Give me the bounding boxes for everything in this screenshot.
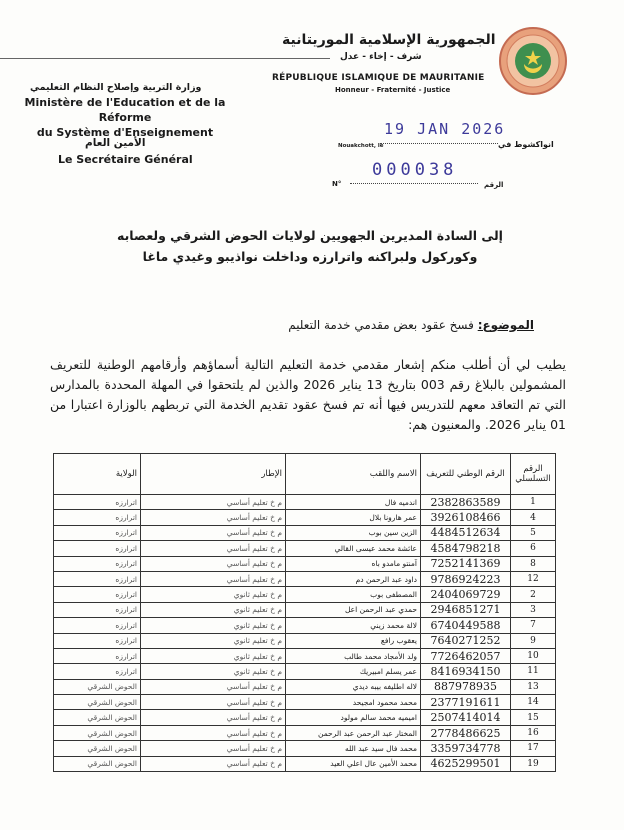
- cell-category: م خ تعليم أساسي: [141, 541, 286, 556]
- cell-category: م خ تعليم ثانوي: [141, 633, 286, 648]
- cell-national-id: 2946851271: [421, 602, 511, 617]
- number-label-french: N°: [332, 180, 342, 188]
- subject-text: فسخ عقود بعض مقدمي خدمة التعليم: [288, 318, 474, 332]
- cell-national-id: 4584798218: [421, 541, 511, 556]
- cell-full-name: محمد الأمين عال اعلي العيد: [286, 756, 421, 771]
- cell-wilaya: اترارزه: [54, 648, 141, 663]
- cell-wilaya: اترارزه: [54, 541, 141, 556]
- cell-serial-number: 5: [511, 525, 556, 540]
- cell-full-name: عائشة محمد عيسى القالي: [286, 541, 421, 556]
- date-label-arabic: انواكشوط في: [498, 140, 554, 149]
- cell-full-name: حمدي عبد الرحمن اعل: [286, 602, 421, 617]
- cell-wilaya: اترارزه: [54, 525, 141, 540]
- cell-category: م خ تعليم أساسي: [141, 710, 286, 725]
- table-row: [54, 510, 556, 525]
- table-row: [54, 525, 556, 540]
- table-row: [54, 602, 556, 617]
- table-row: [54, 648, 556, 663]
- table-row: [54, 664, 556, 679]
- cell-serial-number: 9: [511, 633, 556, 648]
- table-row: [54, 710, 556, 725]
- header-full-name: الاسم واللقب: [286, 454, 421, 495]
- cell-wilaya: اترارزه: [54, 633, 141, 648]
- cell-full-name: لالة محمد زيني: [286, 618, 421, 633]
- cell-category: م خ تعليم أساسي: [141, 756, 286, 771]
- header-category: الإطار: [141, 454, 286, 495]
- cell-wilaya: اترارزه: [54, 495, 141, 510]
- addressee-line-1: إلى السادة المديرين الجهويين لولايات الحوض الشرقي ولعصابه: [117, 228, 503, 243]
- cell-serial-number: 7: [511, 618, 556, 633]
- cell-wilaya: الحوض الشرقي: [54, 725, 141, 740]
- cell-wilaya: اترارزه: [54, 556, 141, 571]
- republic-french: RÉPUBLIQUE ISLAMIQUE DE MAURITANIE: [272, 73, 485, 83]
- number-label-arabic: الرقم: [484, 181, 504, 189]
- cell-full-name: محمد محمود امجيحد: [286, 695, 421, 710]
- number-dotted-line: [350, 183, 478, 184]
- cell-full-name: المختار عبد الرحمن عبد الرحمن: [286, 725, 421, 740]
- cell-wilaya: اترارزه: [54, 602, 141, 617]
- cell-serial-number: 17: [511, 741, 556, 756]
- cell-serial-number: 16: [511, 725, 556, 740]
- addressee-line-2: وكوركول ولبراكنه واترارزه وداخلت نواذيبو وغيدي ماغا: [142, 249, 478, 264]
- cell-serial-number: 15: [511, 710, 556, 725]
- table-row: [54, 695, 556, 710]
- cell-national-id: 2404069729: [421, 587, 511, 602]
- header-serial-number: الرقم التسلسلي: [511, 454, 556, 495]
- cell-full-name: عمر هارونا بلال: [286, 510, 421, 525]
- cell-wilaya: اترارزه: [54, 618, 141, 633]
- cell-wilaya: اترارزه: [54, 664, 141, 679]
- cell-national-id: 2382863589: [421, 495, 511, 510]
- cell-category: م خ تعليم ثانوي: [141, 648, 286, 663]
- cell-category: م خ تعليم أساسي: [141, 495, 286, 510]
- cell-serial-number: 10: [511, 648, 556, 663]
- page-corner-mark: [590, 0, 624, 34]
- cell-full-name: داود عبد الرحمن دم: [286, 571, 421, 586]
- cell-full-name: اميميه محمد سالم مولود: [286, 710, 421, 725]
- cell-serial-number: 8: [511, 556, 556, 571]
- cell-national-id: 887978935: [421, 679, 511, 694]
- cell-serial-number: 1: [511, 495, 556, 510]
- cell-national-id: 8416934150: [421, 664, 511, 679]
- table-row: [54, 618, 556, 633]
- cell-full-name: يعقوب رافع: [286, 633, 421, 648]
- cell-category: م خ تعليم أساسي: [141, 695, 286, 710]
- cell-national-id: 9786924223: [421, 571, 511, 586]
- cell-category: م خ تعليم ثانوي: [141, 602, 286, 617]
- cell-wilaya: اترارزه: [54, 571, 141, 586]
- cell-wilaya: الحوض الشرقي: [54, 741, 141, 756]
- cell-national-id: 3359734778: [421, 741, 511, 756]
- addressee-block: [110, 225, 510, 267]
- table-row: [54, 571, 556, 586]
- ministry-french-line-2: du Système d'Enseignement: [36, 126, 214, 139]
- cell-category: م خ تعليم أساسي: [141, 556, 286, 571]
- cell-serial-number: 4: [511, 510, 556, 525]
- cell-serial-number: 2: [511, 587, 556, 602]
- cell-national-id: 6740449588: [421, 618, 511, 633]
- header-national-id: الرقم الوطني للتعريف: [421, 454, 511, 495]
- table-body: [54, 495, 556, 772]
- date-dotted-line: [380, 143, 498, 144]
- table-row: [54, 725, 556, 740]
- reference-number-stamp: 000038: [372, 160, 458, 180]
- table-row: [54, 756, 556, 771]
- date-label-french: Nouakchott, le: [338, 143, 384, 149]
- table-row: [54, 741, 556, 756]
- table-header-row: [54, 454, 556, 495]
- cell-full-name: لاله اطليفه بيبه ديدي: [286, 679, 421, 694]
- body-paragraph: يطيب لي أن أطلب منكم إشعار مقدمي خدمة التعليم التالية أسماؤهم وأرقامهم الوطنية للتعريف المشمولين بالبلاغ رقم 003 بتاريخ 13 يناير 2026 والذين لم يلتحقوا في المهلة المحددة بالمدارس التي تم التعاقد معهم للتدريس فيها أنه تم فسخ عقود تقديم الخدمة التي تربطهم بالوزارة اعتبارا من 01 يناير 2026. والمعنيون هم:: [50, 357, 566, 432]
- cell-category: م خ تعليم أساسي: [141, 525, 286, 540]
- cell-national-id: 2778486625: [421, 725, 511, 740]
- secretary-general-arabic: الأمين العام: [85, 137, 146, 149]
- cell-serial-number: 12: [511, 571, 556, 586]
- cell-category: م خ تعليم ثانوي: [141, 664, 286, 679]
- table-row: [54, 556, 556, 571]
- cell-full-name: آمنتو مامدو باه: [286, 556, 421, 571]
- cell-national-id: 7252141369: [421, 556, 511, 571]
- cell-category: م خ تعليم أساسي: [141, 571, 286, 586]
- cell-full-name: المصطفى بوب: [286, 587, 421, 602]
- secretary-general-french: Le Secrétaire Général: [58, 153, 193, 166]
- cell-national-id: 3926108466: [421, 510, 511, 525]
- cell-national-id: 2507414014: [421, 710, 511, 725]
- cell-wilaya: اترارزه: [54, 587, 141, 602]
- cell-full-name: اندميه فال: [286, 495, 421, 510]
- contracts-table: [53, 453, 556, 772]
- table-row: [54, 587, 556, 602]
- cell-serial-number: 11: [511, 664, 556, 679]
- cell-serial-number: 6: [511, 541, 556, 556]
- date-stamp: 19 JAN 2026: [384, 120, 506, 138]
- cell-category: م خ تعليم أساسي: [141, 679, 286, 694]
- republic-arabic: الجمهورية الإسلامية الموريتانية: [282, 32, 496, 48]
- motto-french: Honneur - Fraternité - Justice: [335, 86, 451, 94]
- cell-wilaya: الحوض الشرقي: [54, 695, 141, 710]
- cell-national-id: 4625299501: [421, 756, 511, 771]
- ministry-french-line-1: Ministère de l'Education et de la Réforme: [24, 96, 226, 124]
- cell-wilaya: الحوض الشرقي: [54, 679, 141, 694]
- cell-category: م خ تعليم ثانوي: [141, 618, 286, 633]
- motto-arabic: شرف - إخاء - عدل: [340, 52, 422, 62]
- cell-national-id: 7640271252: [421, 633, 511, 648]
- cell-wilaya: اترارزه: [54, 510, 141, 525]
- cell-category: م خ تعليم ثانوي: [141, 587, 286, 602]
- subject-label: الموضوع:: [477, 318, 534, 332]
- header-wilaya: الولاية: [54, 454, 141, 495]
- cell-serial-number: 13: [511, 679, 556, 694]
- table-row: [54, 495, 556, 510]
- table-row: [54, 679, 556, 694]
- cell-category: م خ تعليم أساسي: [141, 725, 286, 740]
- cell-full-name: الزين سين بوب: [286, 525, 421, 540]
- cell-national-id: 7726462057: [421, 648, 511, 663]
- table-row: [54, 541, 556, 556]
- subject-line: [288, 318, 534, 332]
- cell-full-name: ولد الأمجاد محمد طالب: [286, 648, 421, 663]
- cell-wilaya: الحوض الشرقي: [54, 710, 141, 725]
- cell-category: م خ تعليم أساسي: [141, 741, 286, 756]
- cell-serial-number: 14: [511, 695, 556, 710]
- ministry-arabic: وزارة التربية وإصلاح النظام التعليمي: [30, 82, 202, 93]
- ministry-french: [0, 95, 250, 140]
- national-seal-icon: [498, 26, 568, 96]
- cell-national-id: 4484512634: [421, 525, 511, 540]
- cell-serial-number: 19: [511, 756, 556, 771]
- table-row: [54, 633, 556, 648]
- cell-full-name: محمد فال سيد عبد الله: [286, 741, 421, 756]
- cell-category: م خ تعليم أساسي: [141, 510, 286, 525]
- cell-full-name: عمر يسلم امبيريك: [286, 664, 421, 679]
- cell-serial-number: 3: [511, 602, 556, 617]
- header-rule: [0, 58, 330, 59]
- cell-wilaya: الحوض الشرقي: [54, 756, 141, 771]
- cell-national-id: 2377191611: [421, 695, 511, 710]
